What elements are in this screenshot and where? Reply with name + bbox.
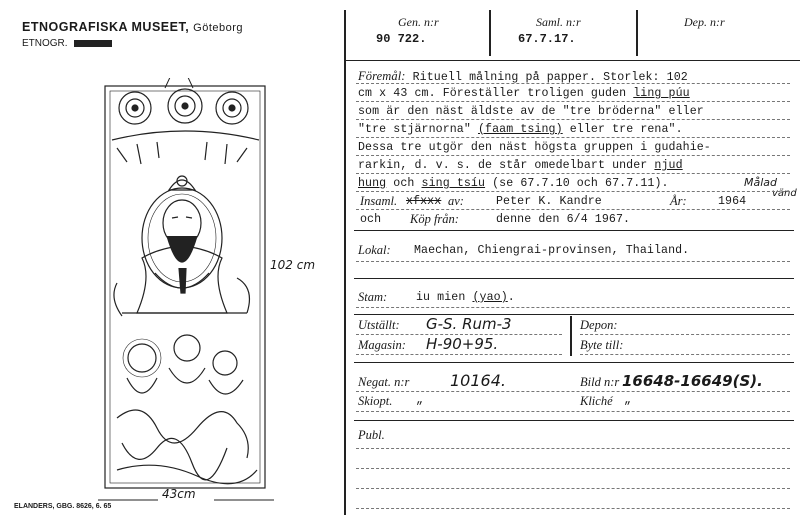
- och-text: och: [360, 213, 382, 226]
- lokal-value: Maechan, Chiengrai-provinsen, Thailand.: [414, 244, 690, 257]
- section-rule: [354, 314, 794, 315]
- section-rule: [354, 278, 794, 279]
- hung: hung: [358, 177, 387, 190]
- rule: [356, 488, 790, 489]
- rule: [356, 307, 790, 308]
- stam-end: .: [507, 291, 515, 304]
- rosette-right: [216, 92, 248, 124]
- storage-sep: [570, 316, 572, 356]
- negat-value: 10164.: [450, 371, 506, 390]
- rule: [580, 334, 790, 335]
- section-rule: [354, 230, 794, 231]
- collect-year: 1964: [718, 195, 747, 208]
- saml-value: 67.7.17.: [518, 32, 576, 46]
- foremal-line-2: cm x 43 cm. Föreställer troligen guden: [358, 87, 634, 100]
- insaml-label: Insaml.: [360, 194, 398, 208]
- kop-label: Köp från:: [410, 212, 459, 226]
- rule: [356, 101, 790, 102]
- card-header: [346, 10, 800, 61]
- rule: [356, 468, 790, 469]
- faam-tsing: (faam tsing): [477, 123, 563, 136]
- byte-label: Byte till:: [580, 338, 624, 352]
- museum-title: ETNOGRAFISKA MUSEET,: [22, 20, 190, 34]
- rule: [356, 508, 790, 509]
- stam-label: Stam:: [358, 290, 388, 304]
- saml-label: Saml. n:r: [536, 15, 581, 29]
- magasin-value: H-90+95.: [426, 335, 499, 353]
- njud: njud: [654, 159, 683, 172]
- height-note: 102 cm: [270, 258, 316, 272]
- rule: [356, 191, 790, 192]
- rule: [356, 261, 790, 262]
- painting-sketch: [97, 78, 272, 493]
- collector-name: Peter K. Kandre: [496, 195, 602, 208]
- foremal-line-4: "tre stjärnorna": [358, 123, 478, 136]
- stam-yao: (yao): [472, 291, 508, 304]
- stam-value: iu mien: [416, 291, 466, 304]
- malad-note: Målad: [744, 176, 778, 189]
- gen-value: 90 722.: [376, 32, 427, 46]
- foremal-label: Föremål:: [358, 69, 406, 83]
- rule: [356, 411, 790, 412]
- dep-label: Dep. n:r: [684, 15, 725, 29]
- museum-city: Göteborg: [193, 22, 244, 34]
- bild-label: Bild n:r: [580, 375, 620, 389]
- kliche-value: „: [624, 394, 632, 407]
- rule: [356, 173, 790, 174]
- foremal-line-1: Rituell målning på papper. Storlek: 102: [405, 71, 688, 84]
- foremal-line-6: rarkin, d. v. s. de står omedelbart under: [358, 159, 655, 172]
- publ-label: Publ.: [358, 428, 385, 442]
- section-rule: [354, 362, 794, 363]
- rule: [356, 209, 790, 210]
- rule: [356, 137, 790, 138]
- skiopt-label: Skiopt.: [358, 394, 393, 408]
- insaml-av: av:: [448, 194, 464, 208]
- rule: [356, 354, 562, 355]
- magasin-label: Magasin:: [358, 338, 406, 352]
- tre-rena: eller tre rena".: [562, 123, 683, 136]
- kliche-label: Kliché: [580, 394, 613, 408]
- redaction-mark: [74, 40, 112, 47]
- left-card: [0, 0, 338, 525]
- rule: [356, 83, 790, 84]
- rule: [356, 155, 790, 156]
- foremal-line-3: som är den näst äldste av de "tre bröderna" eller: [358, 105, 704, 118]
- bild-value: 16648-16649(S).: [622, 372, 763, 390]
- ar-label: År:: [670, 194, 687, 208]
- rosette-left: [119, 92, 151, 124]
- sing-tsiu: sing tsíu: [421, 177, 486, 190]
- section-rule: [354, 420, 794, 421]
- kop-value: denne den 6/4 1967.: [496, 213, 631, 226]
- rule: [580, 354, 790, 355]
- foremal-line-7a: och: [386, 177, 422, 190]
- rule: [356, 391, 790, 392]
- utstallt-label: Utställt:: [358, 318, 400, 332]
- foremal-line-5: Dessa tre utgör den näst högsta gruppen i gudahie-: [358, 141, 711, 154]
- lokal-label: Lokal:: [358, 243, 391, 257]
- etnogr-text: ETNOGR.: [22, 38, 68, 49]
- rule: [356, 119, 790, 120]
- width-note: 43cm: [162, 487, 196, 501]
- museum-name: [22, 20, 243, 34]
- etnogr-label: [22, 38, 112, 49]
- rosette-middle: [168, 89, 202, 123]
- negat-label: Negat. n:r: [358, 375, 410, 389]
- rule: [356, 448, 790, 449]
- utstallt-value: G-S. Rum-3: [426, 315, 512, 333]
- depon-label: Depon:: [580, 318, 618, 332]
- foremal-line-7b: (se 67.7.10 och 67.7.11).: [485, 177, 669, 190]
- vand-note: vänd: [772, 188, 797, 199]
- printer-mark: ELANDERS, GBG. 8626, 6. 65: [14, 503, 112, 510]
- gen-label: Gen. n:r: [398, 15, 439, 29]
- deity-name: ling púu: [633, 87, 690, 100]
- header-sep-2: [636, 10, 638, 56]
- skiopt-value: „: [416, 394, 424, 407]
- catalogue-card: [346, 10, 800, 515]
- insaml-struck: xfxxx: [406, 195, 442, 208]
- header-sep-1: [489, 10, 491, 56]
